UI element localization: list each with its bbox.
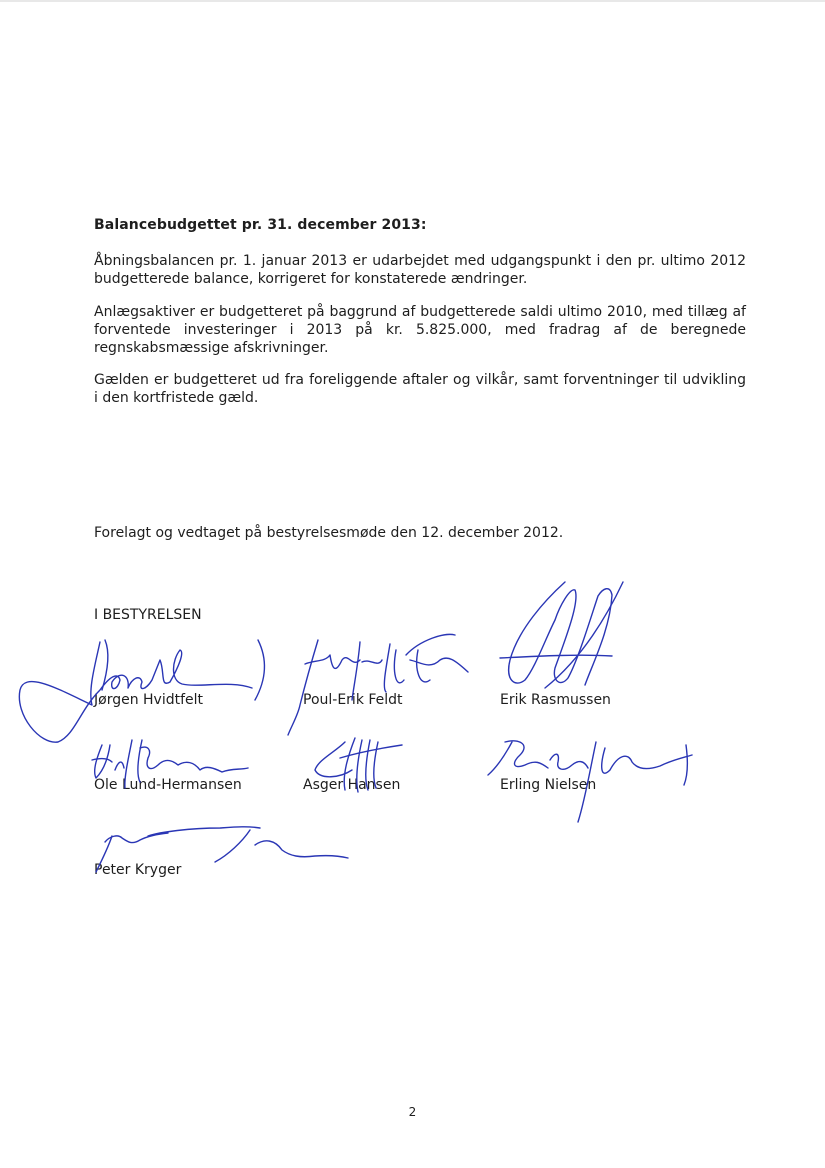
page-number: 2 [408, 1105, 417, 1119]
member-name: Poul-Erik Feldt [303, 692, 403, 708]
member-name: Asger Hansen [303, 777, 401, 793]
section-heading: Balancebudgettet pr. 31. december 2013: [94, 217, 427, 233]
paragraph-debt: Gælden er budgetteret ud fra foreliggende aftaler og vilkår, samt forventninger til udvikling i den kortfristede gæld. [94, 372, 746, 406]
board-label: I BESTYRELSEN [94, 607, 202, 623]
member-name: Peter Kryger [94, 862, 182, 878]
member-name: Jørgen Hvidtfelt [94, 692, 204, 708]
member-name: Ole Lund-Hermansen [94, 777, 242, 793]
paragraph-opening-balance: Åbningsbalancen pr. 1. januar 2013 er udarbejdet med udgangspunkt i den pr. ultimo 2012 budgetterede balance, korrigeret for konstaterede ændringer. [94, 253, 746, 287]
member-name: Erik Rasmussen [500, 692, 611, 708]
paragraph-fixed-assets: Anlægsaktiver er budgetteret på baggrund af budgetterede saldi ultimo 2010, med tillæg af forventede investeringer i 2013 på kr. 5.825.000, med fradrag af de beregnede regnskabsmæssige afskrivninger. [94, 304, 746, 356]
signature-2 [288, 634, 468, 735]
approval-statement: Forelagt og vedtaget på bestyrelsesmøde den 12. december 2012. [94, 525, 564, 541]
signature-3 [500, 582, 623, 688]
member-name: Erling Nielsen [500, 777, 597, 793]
scan-edge [0, 0, 825, 2]
